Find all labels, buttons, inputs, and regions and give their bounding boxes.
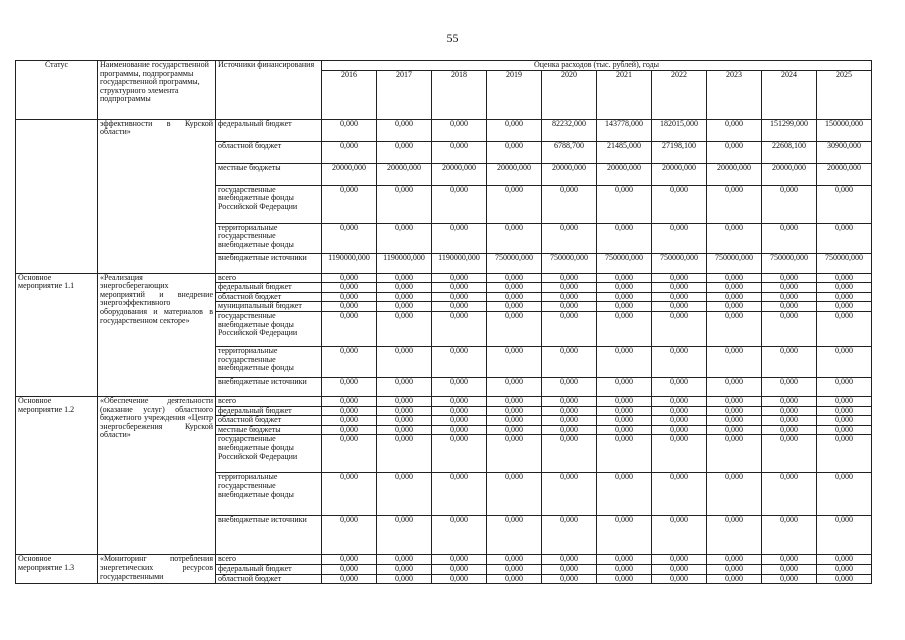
value-cell: 20000,000 (817, 163, 872, 185)
value-cell: 0,000 (707, 564, 762, 574)
value-cell: 0,000 (707, 406, 762, 416)
value-cell: 30900,000 (817, 141, 872, 163)
value-cell: 0,000 (432, 223, 487, 253)
value-cell: 0,000 (542, 302, 597, 312)
value-cell: 0,000 (597, 574, 652, 584)
value-cell: 0,000 (542, 516, 597, 555)
value-cell: 0,000 (432, 273, 487, 283)
value-cell: 0,000 (542, 292, 597, 302)
value-cell: 0,000 (762, 292, 817, 302)
value-cell: 0,000 (597, 555, 652, 565)
value-cell: 0,000 (652, 223, 707, 253)
source-cell: федеральный бюджет (216, 119, 322, 141)
value-cell: 0,000 (652, 396, 707, 406)
value-cell: 0,000 (597, 425, 652, 435)
value-cell: 0,000 (597, 273, 652, 283)
value-cell: 0,000 (377, 185, 432, 223)
value-cell: 1190000,000 (322, 253, 377, 273)
value-cell: 0,000 (487, 574, 542, 584)
value-cell: 0,000 (762, 516, 817, 555)
header-year: 2021 (597, 70, 652, 119)
value-cell: 0,000 (707, 555, 762, 565)
value-cell: 27198,100 (652, 141, 707, 163)
value-cell: 0,000 (377, 311, 432, 346)
value-cell: 0,000 (322, 273, 377, 283)
value-cell: 0,000 (817, 564, 872, 574)
header-year: 2025 (817, 70, 872, 119)
value-cell: 0,000 (817, 185, 872, 223)
value-cell: 0,000 (762, 435, 817, 473)
value-cell: 0,000 (652, 311, 707, 346)
value-cell: 0,000 (322, 283, 377, 293)
header-sources: Источники финансирования (216, 61, 322, 120)
value-cell: 22608,100 (762, 141, 817, 163)
value-cell: 0,000 (432, 283, 487, 293)
value-cell: 0,000 (542, 396, 597, 406)
value-cell: 0,000 (817, 302, 872, 312)
value-cell: 0,000 (817, 516, 872, 555)
value-cell: 0,000 (597, 435, 652, 473)
value-cell: 0,000 (432, 473, 487, 516)
source-cell: территориальные государственные внебюджетные фонды (216, 223, 322, 253)
value-cell: 750000,000 (707, 253, 762, 273)
value-cell: 0,000 (487, 283, 542, 293)
value-cell: 150000,000 (817, 119, 872, 141)
value-cell: 0,000 (707, 346, 762, 377)
source-cell: всего (216, 396, 322, 406)
value-cell: 0,000 (432, 119, 487, 141)
value-cell: 0,000 (487, 406, 542, 416)
value-cell: 20000,000 (377, 163, 432, 185)
value-cell: 0,000 (487, 292, 542, 302)
value-cell: 0,000 (432, 292, 487, 302)
value-cell: 0,000 (707, 185, 762, 223)
status-cell: Основное мероприятие 1.1 (16, 273, 98, 396)
value-cell: 0,000 (707, 141, 762, 163)
value-cell: 0,000 (322, 377, 377, 396)
value-cell: 0,000 (542, 416, 597, 426)
value-cell: 0,000 (817, 435, 872, 473)
value-cell: 20000,000 (322, 163, 377, 185)
value-cell: 0,000 (432, 141, 487, 163)
source-cell: государственные внебюджетные фонды Российской Федерации (216, 435, 322, 473)
value-cell: 1190000,000 (377, 253, 432, 273)
value-cell: 0,000 (817, 574, 872, 584)
value-cell: 0,000 (322, 516, 377, 555)
value-cell: 0,000 (322, 574, 377, 584)
table-row (16, 396, 872, 406)
value-cell: 0,000 (432, 185, 487, 223)
value-cell: 0,000 (762, 574, 817, 584)
name-cell: «Мониторинг потребления энергетических ресурсов государственными (98, 555, 216, 584)
value-cell: 0,000 (542, 425, 597, 435)
table-header (16, 61, 872, 120)
value-cell: 0,000 (377, 396, 432, 406)
value-cell: 0,000 (542, 555, 597, 565)
value-cell: 182015,000 (652, 119, 707, 141)
value-cell: 0,000 (322, 292, 377, 302)
value-cell: 0,000 (817, 425, 872, 435)
value-cell: 0,000 (762, 564, 817, 574)
value-cell: 0,000 (817, 416, 872, 426)
value-cell: 0,000 (542, 346, 597, 377)
value-cell: 0,000 (487, 473, 542, 516)
value-cell: 0,000 (322, 435, 377, 473)
source-cell: федеральный бюджет (216, 564, 322, 574)
header-year: 2022 (652, 70, 707, 119)
value-cell: 0,000 (432, 377, 487, 396)
value-cell: 0,000 (707, 473, 762, 516)
value-cell: 0,000 (652, 574, 707, 584)
value-cell: 0,000 (652, 416, 707, 426)
name-cell: эффективности в Курской области» (98, 119, 216, 273)
value-cell: 0,000 (597, 377, 652, 396)
source-cell: областной бюджет (216, 292, 322, 302)
header-name: Наименование государственной программы, подпрограммы государственной программы, структурного элемента подпрограммы (98, 61, 216, 120)
source-cell: территориальные государственные внебюджетные фонды (216, 473, 322, 516)
value-cell: 750000,000 (542, 253, 597, 273)
value-cell: 0,000 (377, 119, 432, 141)
value-cell: 0,000 (817, 223, 872, 253)
value-cell: 0,000 (762, 425, 817, 435)
value-cell: 0,000 (817, 473, 872, 516)
value-cell: 0,000 (322, 185, 377, 223)
source-cell: областной бюджет (216, 416, 322, 426)
status-cell: Основное мероприятие 1.2 (16, 396, 98, 554)
value-cell: 0,000 (487, 311, 542, 346)
value-cell: 0,000 (652, 406, 707, 416)
value-cell: 0,000 (817, 377, 872, 396)
value-cell: 0,000 (817, 311, 872, 346)
value-cell: 0,000 (652, 273, 707, 283)
value-cell: 0,000 (322, 564, 377, 574)
value-cell: 0,000 (652, 292, 707, 302)
source-cell: всего (216, 555, 322, 565)
value-cell: 0,000 (377, 141, 432, 163)
page-number: 55 (446, 31, 459, 45)
source-cell: территориальные государственные внебюджетные фонды (216, 346, 322, 377)
value-cell: 0,000 (597, 416, 652, 426)
value-cell: 0,000 (487, 555, 542, 565)
value-cell: 0,000 (487, 377, 542, 396)
value-cell: 143778,000 (597, 119, 652, 141)
source-cell: государственные внебюджетные фонды Российской Федерации (216, 185, 322, 223)
source-cell: муниципальный бюджет (216, 302, 322, 312)
table-row (16, 119, 872, 141)
value-cell: 20000,000 (487, 163, 542, 185)
value-cell: 0,000 (432, 564, 487, 574)
value-cell: 0,000 (597, 346, 652, 377)
value-cell: 20000,000 (597, 163, 652, 185)
value-cell: 82232,000 (542, 119, 597, 141)
value-cell: 0,000 (377, 406, 432, 416)
value-cell: 750000,000 (652, 253, 707, 273)
source-cell: внебюджетные источники (216, 253, 322, 273)
value-cell: 0,000 (762, 555, 817, 565)
value-cell: 0,000 (707, 377, 762, 396)
value-cell: 0,000 (817, 292, 872, 302)
value-cell: 20000,000 (542, 163, 597, 185)
value-cell: 0,000 (432, 574, 487, 584)
value-cell: 0,000 (707, 396, 762, 406)
value-cell: 0,000 (432, 425, 487, 435)
value-cell: 0,000 (542, 283, 597, 293)
table-row (16, 555, 872, 565)
value-cell: 0,000 (377, 574, 432, 584)
value-cell: 0,000 (487, 223, 542, 253)
value-cell: 0,000 (322, 311, 377, 346)
value-cell: 0,000 (762, 396, 817, 406)
value-cell: 0,000 (322, 406, 377, 416)
value-cell: 0,000 (432, 346, 487, 377)
value-cell: 0,000 (817, 346, 872, 377)
value-cell: 0,000 (707, 223, 762, 253)
value-cell: 0,000 (322, 346, 377, 377)
status-cell: Основное мероприятие 1.3 (16, 555, 98, 584)
value-cell: 0,000 (432, 435, 487, 473)
value-cell: 0,000 (652, 516, 707, 555)
value-cell: 0,000 (377, 273, 432, 283)
value-cell: 0,000 (707, 425, 762, 435)
value-cell: 0,000 (487, 273, 542, 283)
value-cell: 0,000 (432, 302, 487, 312)
value-cell: 0,000 (762, 283, 817, 293)
value-cell: 0,000 (377, 555, 432, 565)
header-year: 2024 (762, 70, 817, 119)
value-cell: 0,000 (542, 223, 597, 253)
value-cell: 0,000 (762, 185, 817, 223)
source-cell: местные бюджеты (216, 163, 322, 185)
value-cell: 0,000 (597, 311, 652, 346)
value-cell: 750000,000 (487, 253, 542, 273)
value-cell: 0,000 (597, 302, 652, 312)
value-cell: 0,000 (762, 223, 817, 253)
table-body (16, 119, 872, 584)
value-cell: 0,000 (487, 435, 542, 473)
value-cell: 0,000 (762, 406, 817, 416)
header-estimate: Оценка расходов (тыс. рублей), годы (322, 61, 872, 71)
value-cell: 0,000 (542, 377, 597, 396)
header-year: 2016 (322, 70, 377, 119)
value-cell: 0,000 (542, 574, 597, 584)
value-cell: 0,000 (322, 223, 377, 253)
value-cell: 0,000 (762, 273, 817, 283)
value-cell: 0,000 (652, 283, 707, 293)
value-cell: 0,000 (762, 302, 817, 312)
value-cell: 0,000 (322, 396, 377, 406)
value-cell: 0,000 (707, 574, 762, 584)
value-cell: 0,000 (597, 473, 652, 516)
value-cell: 0,000 (707, 416, 762, 426)
value-cell: 0,000 (322, 473, 377, 516)
value-cell: 6788,700 (542, 141, 597, 163)
source-cell: всего (216, 273, 322, 283)
header-year: 2020 (542, 70, 597, 119)
value-cell: 0,000 (817, 406, 872, 416)
source-cell: областной бюджет (216, 141, 322, 163)
value-cell: 750000,000 (762, 253, 817, 273)
value-cell: 0,000 (487, 302, 542, 312)
value-cell: 0,000 (597, 223, 652, 253)
value-cell: 750000,000 (597, 253, 652, 273)
value-cell: 0,000 (322, 302, 377, 312)
value-cell: 0,000 (487, 119, 542, 141)
value-cell: 0,000 (762, 311, 817, 346)
value-cell: 0,000 (542, 273, 597, 283)
value-cell: 0,000 (322, 141, 377, 163)
value-cell: 0,000 (432, 396, 487, 406)
value-cell: 0,000 (707, 292, 762, 302)
value-cell: 0,000 (762, 346, 817, 377)
name-cell: «Реализация энергосберегающих мероприятий и внедрение энергоэффективного оборудования и материалов в государственном секторе» (98, 273, 216, 396)
name-cell: «Обеспечение деятельности (оказание услуг) областного бюджетного учреждения «Центр энергосбережения Курской области» (98, 396, 216, 554)
value-cell: 0,000 (377, 302, 432, 312)
value-cell: 0,000 (652, 425, 707, 435)
value-cell: 0,000 (487, 346, 542, 377)
value-cell: 0,000 (377, 435, 432, 473)
value-cell: 0,000 (377, 516, 432, 555)
value-cell: 0,000 (377, 473, 432, 516)
value-cell: 0,000 (487, 416, 542, 426)
value-cell: 0,000 (652, 473, 707, 516)
source-cell: внебюджетные источники (216, 516, 322, 555)
source-cell: федеральный бюджет (216, 406, 322, 416)
value-cell: 0,000 (542, 406, 597, 416)
value-cell: 0,000 (597, 406, 652, 416)
value-cell: 0,000 (377, 223, 432, 253)
value-cell: 0,000 (597, 292, 652, 302)
value-cell: 0,000 (377, 425, 432, 435)
value-cell: 0,000 (762, 473, 817, 516)
value-cell: 0,000 (707, 302, 762, 312)
value-cell: 0,000 (597, 516, 652, 555)
value-cell: 0,000 (432, 406, 487, 416)
budget-table (15, 60, 872, 584)
value-cell: 0,000 (432, 516, 487, 555)
value-cell: 0,000 (487, 425, 542, 435)
value-cell: 0,000 (542, 435, 597, 473)
value-cell: 20000,000 (432, 163, 487, 185)
value-cell: 0,000 (652, 555, 707, 565)
source-cell: местные бюджеты (216, 425, 322, 435)
value-cell: 0,000 (817, 555, 872, 565)
value-cell: 0,000 (817, 273, 872, 283)
value-cell: 0,000 (542, 564, 597, 574)
value-cell: 151299,000 (762, 119, 817, 141)
value-cell: 0,000 (707, 516, 762, 555)
value-cell: 0,000 (597, 283, 652, 293)
value-cell: 0,000 (652, 302, 707, 312)
table-row (16, 273, 872, 283)
value-cell: 1190000,000 (432, 253, 487, 273)
value-cell: 0,000 (817, 396, 872, 406)
value-cell: 0,000 (542, 311, 597, 346)
value-cell: 0,000 (432, 555, 487, 565)
value-cell: 0,000 (322, 555, 377, 565)
value-cell: 0,000 (542, 185, 597, 223)
value-cell: 0,000 (652, 564, 707, 574)
value-cell: 0,000 (707, 311, 762, 346)
source-cell: областной бюджет (216, 574, 322, 584)
value-cell: 20000,000 (762, 163, 817, 185)
source-cell: внебюджетные источники (216, 377, 322, 396)
value-cell: 0,000 (597, 396, 652, 406)
value-cell: 0,000 (652, 435, 707, 473)
value-cell: 0,000 (487, 516, 542, 555)
value-cell: 0,000 (432, 311, 487, 346)
value-cell: 750000,000 (817, 253, 872, 273)
value-cell: 0,000 (377, 346, 432, 377)
value-cell: 0,000 (377, 416, 432, 426)
value-cell: 0,000 (597, 185, 652, 223)
value-cell: 0,000 (377, 564, 432, 574)
value-cell: 0,000 (762, 377, 817, 396)
value-cell: 20000,000 (652, 163, 707, 185)
value-cell: 0,000 (487, 396, 542, 406)
header-status: Статус (16, 61, 98, 120)
value-cell: 0,000 (377, 377, 432, 396)
source-cell: государственные внебюджетные фонды Российской Федерации (216, 311, 322, 346)
value-cell: 0,000 (707, 283, 762, 293)
source-cell: федеральный бюджет (216, 283, 322, 293)
value-cell: 0,000 (487, 185, 542, 223)
value-cell: 0,000 (652, 346, 707, 377)
header-year: 2019 (487, 70, 542, 119)
value-cell: 0,000 (377, 283, 432, 293)
value-cell: 0,000 (322, 425, 377, 435)
header-year: 2018 (432, 70, 487, 119)
value-cell: 0,000 (652, 185, 707, 223)
value-cell: 0,000 (432, 416, 487, 426)
value-cell: 0,000 (377, 292, 432, 302)
value-cell: 0,000 (322, 416, 377, 426)
value-cell: 21485,000 (597, 141, 652, 163)
value-cell: 0,000 (542, 473, 597, 516)
value-cell: 0,000 (707, 119, 762, 141)
header-year: 2017 (377, 70, 432, 119)
value-cell: 0,000 (707, 435, 762, 473)
value-cell: 0,000 (487, 564, 542, 574)
header-year: 2023 (707, 70, 762, 119)
value-cell: 0,000 (597, 564, 652, 574)
status-cell (16, 119, 98, 273)
value-cell: 0,000 (652, 377, 707, 396)
value-cell: 0,000 (487, 141, 542, 163)
value-cell: 20000,000 (707, 163, 762, 185)
value-cell: 0,000 (322, 119, 377, 141)
value-cell: 0,000 (707, 273, 762, 283)
value-cell: 0,000 (817, 283, 872, 293)
value-cell: 0,000 (762, 416, 817, 426)
